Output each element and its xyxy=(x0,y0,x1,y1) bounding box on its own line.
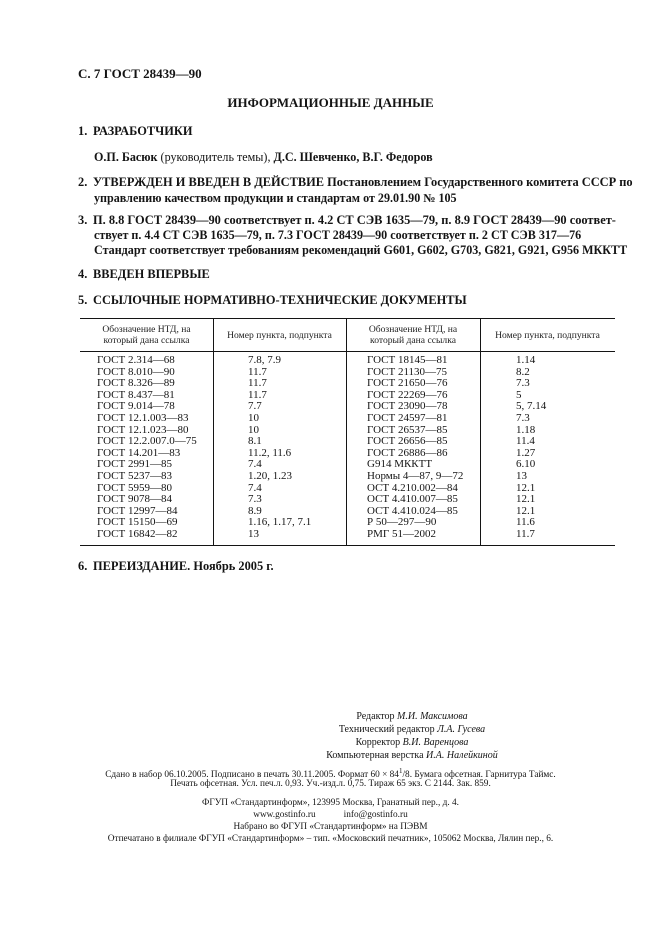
correspondence-line-3: Стандарт соответствует требованиям рекомендаций G601, G602, G703, G821, G921, G956 МККТТ xyxy=(94,243,628,257)
table-header-item: Номер пункта, подпункта xyxy=(495,330,600,341)
table-top-rule xyxy=(80,318,615,319)
imprint-line-3: ФГУП «Стандартинформ», 123995 Москва, Гранатный пер., д. 4. xyxy=(202,798,459,808)
table-header-item: Номер пункта, подпункта xyxy=(227,330,332,341)
table-header-designation xyxy=(346,324,480,346)
table-cell-designation: ГОСТ 12.1.003—83 xyxy=(97,412,189,424)
section-6-heading xyxy=(78,559,274,574)
credit-role: Редактор xyxy=(356,711,398,722)
header-line: Обозначение НТД, на xyxy=(102,324,191,335)
table-cell-item: 1.18 xyxy=(516,423,536,436)
table-cell-item: 5, 7.14 xyxy=(516,400,547,413)
correspondence-line-2: ствует п. 4.4 СТ СЭВ 1635—79, п. 7.3 ГОСТ 28439—90 соответствует п. 2 СТ СЭВ 317—76 xyxy=(94,228,582,242)
developer-others: Д.С. Шевченко, В.Г. Федоров xyxy=(273,150,433,164)
table-cell-designation: ГОСТ 26537—85 xyxy=(367,423,448,436)
table-cell-item: 5 xyxy=(516,388,522,401)
table-cell-designation: ГОСТ 2991—85 xyxy=(97,458,172,471)
developers-line xyxy=(94,150,433,165)
header-line: который дана ссылка xyxy=(103,335,190,346)
table-cell-designation: Нормы 4—87, 9—72 xyxy=(367,470,464,482)
credit-editor xyxy=(262,710,562,723)
table-cell-item: 7.4 xyxy=(248,458,262,471)
table-cell-item: 10 xyxy=(248,412,259,424)
section-number: 1. xyxy=(78,124,88,138)
section-1-heading xyxy=(78,124,192,139)
table-cell-item: 12.1 xyxy=(516,493,536,506)
table-cell-item: 6.10 xyxy=(516,458,536,471)
imprint-text: Сдано в набор 06.10.2005. Подписано в печать 30.11.2005. Формат 60 × 84 xyxy=(105,770,399,781)
table-cell-item: 12.1 xyxy=(516,481,536,494)
section-4-heading xyxy=(78,267,210,282)
credits-block xyxy=(262,710,562,762)
credit-name: И.А. Налейкиной xyxy=(426,750,498,761)
table-cell-designation: ГОСТ 23090—78 xyxy=(367,400,448,413)
table-cell-item: 1.27 xyxy=(516,446,536,459)
table-cell-designation: ГОСТ 16842—82 xyxy=(97,528,178,540)
table-cell-designation: ГОСТ 8.326—89 xyxy=(97,377,175,390)
table-header-rule xyxy=(80,351,615,352)
imprint-line-5: Набрано во ФГУП «Стандартинформ» на ПЭВМ xyxy=(233,822,428,832)
credit-name: В.И. Варенцова xyxy=(402,737,469,748)
table-cell-designation: ГОСТ 5959—80 xyxy=(97,481,172,494)
table-header-designation xyxy=(80,324,213,346)
section-5-heading xyxy=(78,293,467,308)
section-title: УТВЕРЖДЕН И ВВЕДЕН В ДЕЙСТВИЕ Постановлением Государственного комитета СССР по xyxy=(93,175,633,189)
table-cell-item: 11.2, 11.6 xyxy=(248,446,292,459)
credit-corrector xyxy=(262,736,562,749)
table-row xyxy=(80,355,615,367)
section-number: 4. xyxy=(78,267,88,281)
table-cell-item: 11.4 xyxy=(516,435,535,448)
table-cell-item: 7.8, 7.9 xyxy=(248,354,281,366)
developer-lead: О.П. Басюк xyxy=(94,150,158,164)
section-title: ВВЕДЕН ВПЕРВЫЕ xyxy=(93,267,210,281)
section-number: 3. xyxy=(78,213,88,227)
table-cell-item: 12.1 xyxy=(516,504,536,517)
table-cell-designation: ГОСТ 14.201—83 xyxy=(97,446,181,459)
table-cell-designation: ГОСТ 26656—85 xyxy=(367,435,448,448)
table-cell-item: 7.3 xyxy=(516,377,530,390)
section-title: ПЕРЕИЗДАНИЕ. Ноябрь 2005 г. xyxy=(93,559,274,573)
table-cell-designation: Р 50—297—90 xyxy=(367,516,437,529)
table-cell-item: 13 xyxy=(516,470,527,482)
credit-role: Компьютерная верстка xyxy=(326,750,427,761)
table-cell-item: 10 xyxy=(248,423,259,436)
section-number: 2. xyxy=(78,175,88,189)
table-cell-designation: ГОСТ 18145—81 xyxy=(367,354,448,366)
website-link[interactable]: www.gostinfo.ru xyxy=(253,810,316,820)
table-cell-item: 7.4 xyxy=(248,481,262,494)
table-cell-item: 7.3 xyxy=(248,493,262,506)
table-cell-designation: G914 МККТТ xyxy=(367,458,433,471)
table-cell-designation: ГОСТ 21130—75 xyxy=(367,365,448,378)
imprint-line-6: Отпечатано в филиале ФГУП «Стандартинформ» – тип. «Московский печатник», 105062 Москва, Лялин пер., 6. xyxy=(107,834,554,844)
table-cell-item: 1.14 xyxy=(516,354,536,366)
header-line: Обозначение НТД, на xyxy=(368,324,458,335)
table-cell-designation: ГОСТ 8.010—90 xyxy=(97,365,175,378)
table-cell-designation: ГОСТ 9.014—78 xyxy=(97,400,175,413)
table-cell-designation: ОСТ 4.210.002—84 xyxy=(367,481,458,494)
table-cell-item: 11.7 xyxy=(516,528,535,540)
table-cell-item: 13 xyxy=(248,528,259,540)
table-cell-designation: ГОСТ 15150—69 xyxy=(97,516,178,529)
table-cell-item: 7.3 xyxy=(516,412,530,424)
table-cell-designation: ОСТ 4.410.024—85 xyxy=(367,504,458,517)
table-cell-designation: ГОСТ 21650—76 xyxy=(367,377,448,390)
imprint-superscript: 1 xyxy=(398,767,403,775)
table-cell-designation: ГОСТ 26886—86 xyxy=(367,446,448,459)
table-cell-item: 11.7 xyxy=(248,365,267,378)
table-cell-item: 1.20, 1.23 xyxy=(248,470,292,482)
table-row xyxy=(80,378,615,390)
table-cell-designation: ГОСТ 12997—84 xyxy=(97,504,178,517)
table-cell-item: 11.7 xyxy=(248,388,267,401)
table-row xyxy=(80,436,615,448)
table-cell-designation: ОСТ 4.410.007—85 xyxy=(367,493,458,506)
section-title: РАЗРАБОТЧИКИ xyxy=(93,124,193,138)
table-cell-designation: ГОСТ 22269—76 xyxy=(367,388,448,401)
approval-line-2: управлению качеством продукции и стандартам от 29.01.90 № 105 xyxy=(94,191,457,205)
page-header: С. 7 ГОСТ 28439—90 xyxy=(78,66,202,81)
table-cell-designation: ГОСТ 2.314—68 xyxy=(97,354,175,366)
document-title: ИНФОРМАЦИОННЫЕ ДАННЫЕ xyxy=(227,95,434,110)
imprint-text: /8. Бумага офсетная. Гарнитура Таймс. xyxy=(402,770,556,781)
developer-lead-role: (руководитель темы), xyxy=(157,150,274,164)
table-bottom-rule xyxy=(80,545,615,546)
credit-name: Л.А. Гусева xyxy=(437,724,486,735)
email-link[interactable]: info@gostinfo.ru xyxy=(343,810,408,820)
section-title: П. 8.8 ГОСТ 28439—90 соответствует п. 4.2 СТ СЭВ 1635—79, п. 8.9 ГОСТ 28439—90 соответ- xyxy=(93,213,616,227)
section-title: ССЫЛОЧНЫЕ НОРМАТИВНО-ТЕХНИЧЕСКИЕ ДОКУМЕНТЫ xyxy=(93,293,467,307)
table-cell-designation: ГОСТ 5237—83 xyxy=(97,470,172,482)
table-cell-designation: ГОСТ 12.1.023—80 xyxy=(97,423,189,436)
section-number: 5. xyxy=(78,293,88,307)
table-cell-item: 11.6 xyxy=(516,516,535,529)
table-cell-item: 7.7 xyxy=(248,400,262,413)
table-cell-item: 11.7 xyxy=(248,377,267,390)
imprint-line-2: Печать офсетная. Усл. печ.л. 0,93. Уч.-изд.л. 0,75. Тираж 65 экз. С 2144. Зак. 859. xyxy=(170,779,491,789)
imprint-line-4 xyxy=(0,809,661,821)
table-cell-item: 8.9 xyxy=(248,504,262,517)
table-row xyxy=(80,494,615,506)
table-row xyxy=(80,413,615,425)
table-cell-designation: РМГ 51—2002 xyxy=(367,528,437,540)
table-cell-designation: ГОСТ 9078—84 xyxy=(97,493,172,506)
section-2-heading xyxy=(78,175,633,190)
credit-name: М.И. Максимова xyxy=(397,711,468,722)
table-cell-item: 8.1 xyxy=(248,435,262,448)
table-cell-item: 8.2 xyxy=(516,365,530,378)
header-line: который дана ссылка xyxy=(370,335,456,346)
section-3-heading xyxy=(78,213,616,228)
credit-role: Корректор xyxy=(355,737,403,748)
table-cell-designation: ГОСТ 24597—81 xyxy=(367,412,448,424)
section-number: 6. xyxy=(78,559,88,573)
table-cell-designation: ГОСТ 8.437—81 xyxy=(97,388,175,401)
table-cell-designation: ГОСТ 12.2.007.0—75 xyxy=(97,435,197,448)
credit-layout xyxy=(262,749,562,762)
table-row xyxy=(80,529,615,541)
table-cell-item: 1.16, 1.17, 7.1 xyxy=(248,516,312,529)
credit-tech-editor xyxy=(262,723,562,736)
credit-role: Технический редактор xyxy=(338,724,438,735)
table-row xyxy=(80,471,615,483)
